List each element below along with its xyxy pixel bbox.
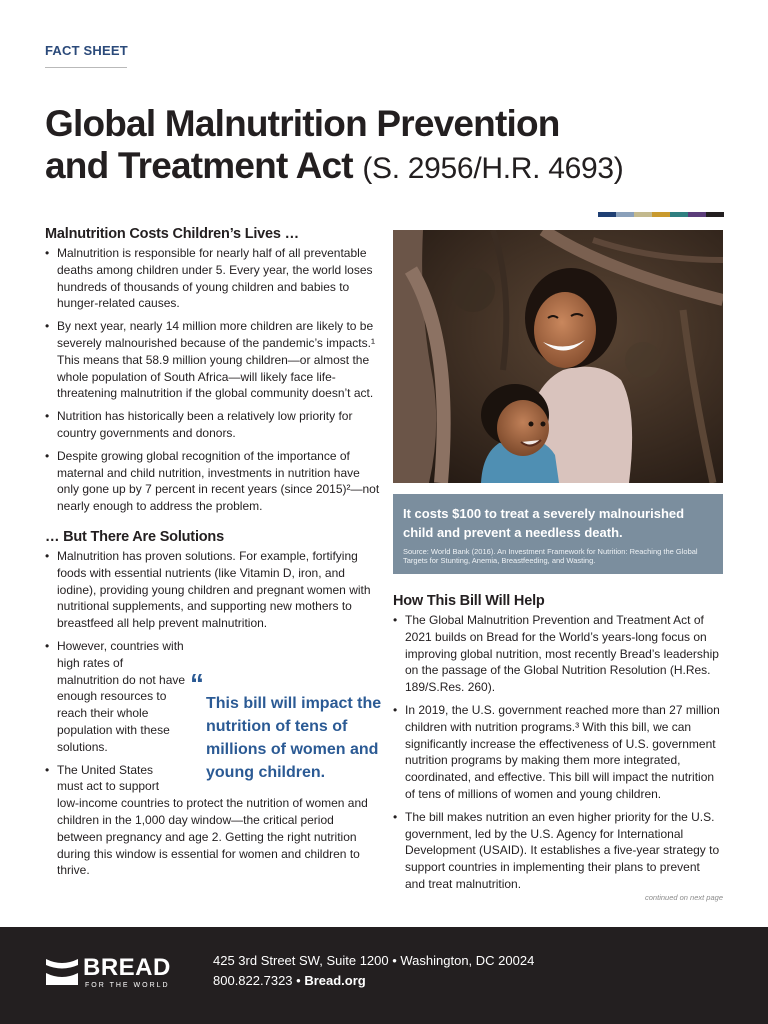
label-divider <box>45 67 127 68</box>
color-stripe-segment <box>706 212 724 217</box>
list-item: • The bill makes nutrition an even higher priority for the U.S. government, led by the U.S. Agency for International Development (USAID). It establishes a five-year strategy to support countries in implementing their plans to prevent and treat malnutrition. <box>393 809 723 893</box>
callout-source: Source: World Bank (2016). An Investment Framework for Nutrition: Reaching the Global Targets for Stunting, Anemia, Breastfeeding, and Wasting. <box>403 547 698 565</box>
list-item: • In 2019, the U.S. government reached more than 27 million children with nutrition programs.³ With this bill, we can significantly increase the effectiveness of U.S. government nutrition programs by making them more integrated, coordinated, and effective. This bill will impact the nutrition of tens of millions of women and young children. <box>393 702 723 803</box>
right-column <box>393 230 723 899</box>
color-stripe-segment <box>598 212 616 217</box>
quote-mark-icon: “ <box>190 668 204 699</box>
bread-logo <box>45 955 171 989</box>
phone: 800.822.7323 • <box>213 973 301 988</box>
bill-numbers: (S. 2956/H.R. 4693) <box>362 152 624 185</box>
bullet-narrow-text: • The United States must act to support <box>57 762 160 794</box>
footer <box>0 927 768 1024</box>
list-item: • Malnutrition is responsible for nearly half of all preventable deaths among children under 5. Every year, the world loses hundreds of thousands of young children and babies to hunger-related causes. <box>45 245 380 312</box>
color-stripe <box>598 212 724 217</box>
bread-logo-icon <box>45 957 79 987</box>
logo-wordmark: BREAD <box>83 954 171 981</box>
cost-callout <box>393 494 723 574</box>
color-stripe-segment <box>634 212 652 217</box>
pull-quote-text: This bill will impact the nutrition of tens of millions of women and young children. <box>206 695 382 781</box>
phone-website-line <box>213 971 534 991</box>
list-item: • The Global Malnutrition Prevention and Treatment Act of 2021 builds on Bread for the World’s years-long focus on improving global nutrition, most recently Bread’s leadership on the passage of the Global Nutrition Resolution (H.Res. 189/S.Res. 260). <box>393 612 723 696</box>
title-line-2: and Treatment Act <box>45 145 353 186</box>
color-stripe-segment <box>616 212 634 217</box>
title-line-1: Global Malnutrition Prevention <box>45 103 560 144</box>
section-heading-solutions: … But There Are Solutions <box>45 528 224 545</box>
color-stripe-segment <box>670 212 688 217</box>
list-item: • Nutrition has historically been a relatively low priority for country governments and donors. <box>45 408 380 442</box>
contact-info <box>213 951 534 991</box>
section-heading-help: How This Bill Will Help <box>393 593 545 609</box>
photo-children-smiling-icon <box>393 230 723 483</box>
costs-bullet-list <box>45 245 380 515</box>
list-item: • However, countries with high rates of malnutrition do not have enough resources to reach their whole population with these solutions. <box>45 638 187 756</box>
logo-subtitle: FOR THE WORLD <box>85 982 170 989</box>
bullet-rest-text: low-income countries to protect the nutrition of women and children in the 1,000 day window—the critical period between pregnancy and age 2. Getting the right nutrition during this window is essential for women and children to thrive. <box>57 796 368 878</box>
list-item: • Despite growing global recognition of the importance of maternal and child nutrition, investments in nutrition have only gone up by 7 percent in recent years (since 2015)²—not nearly enough to address the problem. <box>45 448 380 515</box>
callout-text: It costs $100 to treat a severely malnourished child and prevent a needless death. <box>403 506 685 540</box>
list-item: • Malnutrition has proven solutions. For example, fortifying foods with essential nutrients (like Vitamin D, iron, and iodine), providing young children and pregnant women with nutritional supplements, and supporting new mothers to breastfeed all help prevent malnutrition. <box>45 548 380 632</box>
list-item: • By next year, nearly 14 million more children are likely to be severely malnourished because of the pandemic’s impacts.¹ This means that 58.9 million young children—or almost the whole population of South Africa—will likely face life-threatening malnutrition if the global community doesn’t act. <box>45 318 380 402</box>
page-title <box>45 103 735 190</box>
color-stripe-segment <box>652 212 670 217</box>
website-link[interactable]: Bread.org <box>304 973 366 988</box>
color-stripe-segment <box>688 212 706 217</box>
help-bullet-list <box>393 612 723 893</box>
section-heading-costs: Malnutrition Costs Children’s Lives … <box>45 226 299 242</box>
address: 425 3rd Street SW, Suite 1200 • Washington, DC 20024 <box>213 953 535 968</box>
continued-note: continued on next page <box>645 893 723 902</box>
fact-sheet-label: FACT SHEET <box>45 43 128 58</box>
